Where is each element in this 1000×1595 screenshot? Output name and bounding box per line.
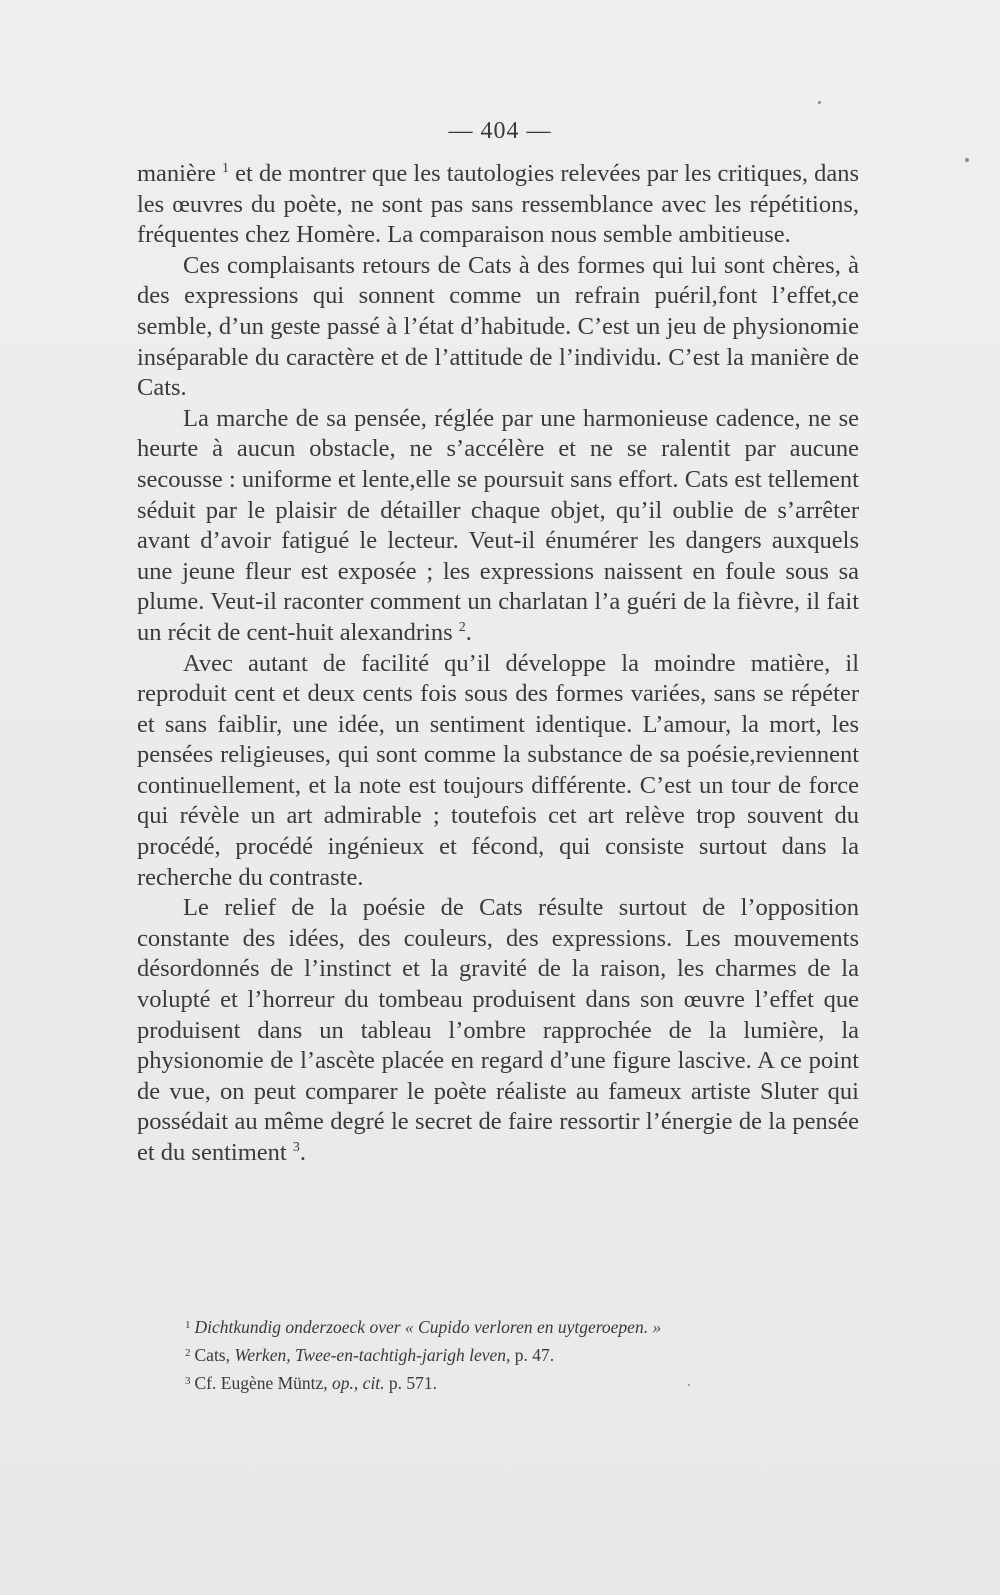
paragraph-text: manière: [137, 160, 223, 187]
paragraph: [137, 649, 859, 894]
paragraph-text: .: [465, 618, 472, 646]
paragraph-text: La marche de sa pensée, réglée par une harmonieuse cadence, ne se heurte à aucun obstacle, ne s’accélère et ne se ralentit par aucune secousse : uniforme et lente,elle se poursuit sans effort. Cats est tellement séduit par le plaisir de détailler chaque objet, qu’il oublie de s’arrêter avant d’avoir fatigué le lecteur. Veut-il énumérer les dangers auxquels une jeune fleur est exposée ; les expressions naissent en foule sous sa plume. Veut-il raconter comment un charlatan l’a guéri de la fièvre, il fait un récit de cent-huit alexandrins: [137, 404, 859, 646]
paragraph: [137, 251, 859, 404]
footnote-text: Werken, Twee-en-tachtigh-jarigh leven,: [234, 1345, 511, 1365]
footnote-text: p. 571.: [384, 1373, 438, 1393]
footnote-text: p. 47.: [510, 1345, 555, 1365]
paragraph: [137, 404, 859, 649]
footnote-text: op., cit.: [332, 1373, 385, 1393]
footnote-mark: 3: [185, 1375, 191, 1387]
footnotes: [185, 1312, 865, 1396]
footnote-text: Cf. Eugène Müntz,: [194, 1373, 333, 1393]
page-number: — 404 —: [448, 118, 552, 144]
body-text: [137, 159, 859, 1169]
footnote-mark: 2: [185, 1347, 191, 1359]
footnote: [185, 1340, 865, 1368]
paragraph-text: Le relief de la poésie de Cats résulte surtout de l’opposition constante des idées, des couleurs, des expressions. Les mouvements désordonnés de l’instinct et la gravité de la raison, les charmes de la volupté et l’horreur du tombeau produisent dans son œuvre l’effet que produisent dans un tableau l’ombre rapprochée de la lumière, la physionomie de l’ascète placée en regard d’une figure lascive. A ce point de vue, on peut comparer le poète réaliste au fameux artiste Sluter qui possédait au même degré le secret de faire ressortir l’énergie de la pensée et du sentiment: [137, 894, 859, 1166]
paper-speck: [688, 1384, 690, 1386]
footnote-reference: 1: [222, 161, 230, 176]
footnote-text: Dichtkundig onderzoeck over « Cupido verloren en uytgeroepen. »: [194, 1317, 662, 1337]
paragraph-text: .: [299, 1139, 306, 1166]
footnote-reference: 2: [458, 619, 466, 635]
paragraph-text: et de montrer que les tautologies relevées par les critiques, dans les œuvres du poète, ne sont pas sans ressemblance avec les répétitions, fréquentes chez Homère. La comparaison nous semble ambitieuse.: [137, 160, 860, 249]
footnote-reference: 3: [292, 1140, 300, 1155]
footnote: [185, 1312, 865, 1340]
paper-speck: [965, 158, 969, 162]
paragraph: [137, 159, 859, 251]
footnote: [185, 1368, 865, 1396]
paper-speck: [818, 101, 821, 104]
footnote-text: Cats,: [194, 1345, 235, 1365]
paragraph-text: Ces complaisants retours de Cats à des formes qui lui sont chères, à des expressions qui sonnent comme un refrain puéril,font l’effet,ce semble, d’un geste passé à l’état d’habitude. C’est un jeu de physionomie inséparable du caractère et de l’attitude de l’individu. C’est la manière de Cats.: [137, 251, 859, 402]
paragraph-text: Avec autant de facilité qu’il développe la moindre matière, il reproduit cent et deux cents fois sous des formes variées, sans se répéter et sans faiblir, une idée, un sentiment identique. L’amour, la mort, les pensées religieuses, qui sont comme la substance de sa poésie,reviennent continuellement, et la note est toujours différente. C’est un tour de force qui révèle un art admirable ; toutefois cet art relève trop souvent du procédé, procédé ingénieux et fécond, qui consiste surtout dans la recherche du contraste.: [137, 649, 859, 891]
footnote-mark: 1: [185, 1319, 191, 1331]
paragraph: [137, 893, 859, 1168]
